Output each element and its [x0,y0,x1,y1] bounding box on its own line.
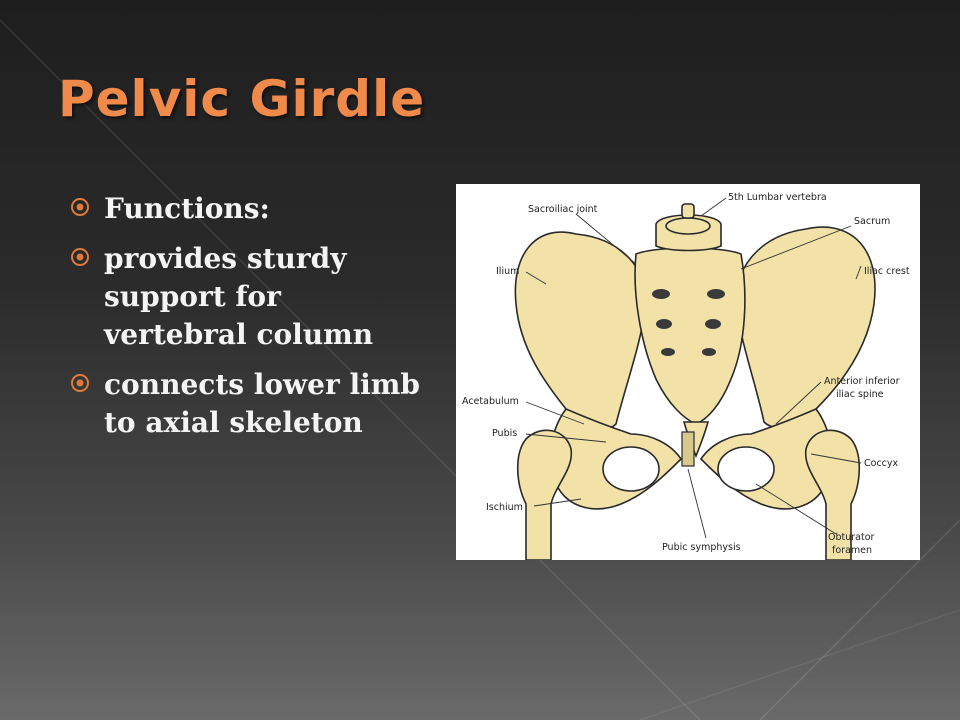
label-obturator: Obturator [828,532,875,543]
label-acetabulum: Acetabulum [462,396,519,407]
circled-dot-icon [70,190,104,221]
label-sacroiliac-joint: Sacroiliac joint [528,204,598,215]
label-iliac-spine: iliac spine [836,389,884,400]
slide-title: Pelvic Girdle [58,70,426,128]
label-iliac-crest: Iliac crest [864,266,910,277]
right-obturator-foramen [718,447,774,491]
bullet-text: connects lower limb to axial skeleton [104,368,420,439]
label-foramen: foramen [832,545,873,556]
left-obturator-foramen [603,447,659,491]
pelvis-diagram [456,184,920,560]
label-lumbar-vertebra: 5th Lumbar vertebra [728,192,827,203]
bullet-text: provides sturdy support for vertebral column [104,242,374,351]
pelvis-illustration [456,184,920,560]
bullet-item [70,366,430,442]
spinous-process [682,204,694,218]
bullet-item [70,240,430,354]
label-ilium: Ilium [496,266,520,277]
bullet-list [70,190,430,454]
bullet-item [70,190,430,228]
circled-dot-icon [70,240,104,271]
circled-dot-icon [70,366,104,397]
label-pubis: Pubis [492,428,518,439]
label-ischium: Ischium [486,502,523,513]
pelvis-bones [515,204,875,560]
pubic-symphysis [682,432,694,466]
label-coccyx: Coccyx [864,458,899,469]
bullet-text: Functions: [104,192,270,225]
sacrum [635,248,745,424]
vertebral-body [666,218,710,234]
label-pubic-symphysis: Pubic symphysis [662,542,741,553]
left-ilium [515,232,646,429]
label-anterior-inferior: Anterior inferior [824,376,900,387]
label-sacrum: Sacrum [854,216,891,227]
